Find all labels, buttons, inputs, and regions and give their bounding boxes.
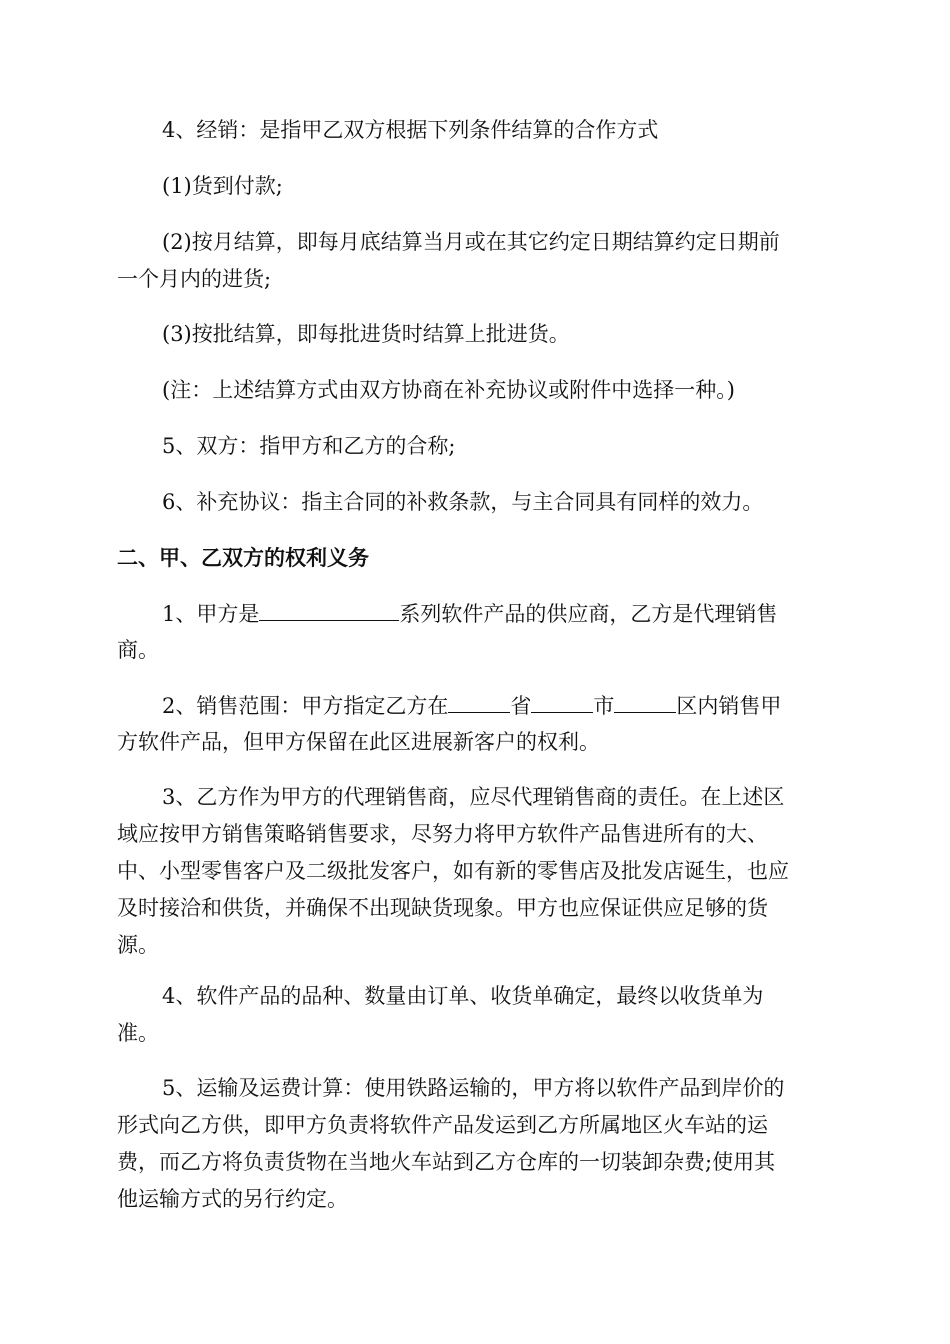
clause-3-line-1: 3、乙方作为甲方的代理销售商，应尽代理销售商的责任。在上述区 [162,785,785,809]
blank-district [614,692,676,713]
clause-2-line-1 [162,692,781,719]
clause-3-line-3: 中、小型零售客户及二级批发客户，如有新的零售店及批发店诞生，也应 [117,859,789,883]
definition-6: 6、补充协议：指主合同的补救条款，与主合同具有同样的效力。 [162,490,764,514]
clause-2-text-province: 省 [510,694,532,718]
clause-1-text-b: 系列软件产品的供应商，乙方是代理销售 [399,602,778,626]
clause-4-line-2: 准。 [117,1021,159,1045]
clause-5-line-1: 5、运输及运费计算：使用铁路运输的，甲方将以软件产品到岸价的 [162,1076,785,1100]
clause-5-line-4: 他运输方式的另行约定。 [117,1187,348,1211]
definition-5: 5、双方：指甲方和乙方的合称; [162,434,456,458]
blank-city [531,692,593,713]
clause-1-text-a: 1、甲方是 [162,602,260,626]
definition-4-option-2-line-1: (2)按月结算，即每月底结算当月或在其它约定日期结算约定日期前 [162,230,780,254]
clause-5-line-2: 形式向乙方供，即甲方负责将软件产品发运到乙方所属地区火车站的运 [117,1113,768,1137]
clause-5-line-3: 费，而乙方将负责货物在当地火车站到乙方仓库的一切装卸杂费;使用其 [117,1150,776,1174]
blank-product-series [259,600,399,621]
definition-4-note: (注：上述结算方式由双方协商在补充协议或附件中选择一种。) [162,378,735,402]
clause-1-line-1 [162,600,777,627]
definition-4-option-2-line-2: 一个月内的进货; [117,267,272,291]
definition-4-option-1: (1)货到付款; [162,174,283,198]
definition-4: 4、经销：是指甲乙双方根据下列条件结算的合作方式 [162,118,659,142]
clause-2-line-2: 方软件产品，但甲方保留在此区进展新客户的权利。 [117,730,600,754]
clause-3-line-4: 及时接洽和供货，并确保不出现缺货现象。甲方也应保证供应足够的货 [117,896,768,920]
clause-3-line-5: 源。 [117,933,159,957]
clause-2-text-b: 区内销售甲 [676,694,782,718]
section-2-title: 二、甲、乙双方的权利义务 [117,546,369,570]
blank-province [448,692,510,713]
definition-4-option-3: (3)按批结算，即每批进货时结算上批进货。 [162,322,570,346]
clause-3-line-2: 域应按甲方销售策略销售要求，尽努力将甲方软件产品售进所有的大、 [117,822,768,846]
clause-4-line-1: 4、软件产品的品种、数量由订单、收货单确定，最终以收货单为 [162,984,764,1008]
clause-2-text-a: 2、销售范围：甲方指定乙方在 [162,694,449,718]
clause-1-line-2: 商。 [117,638,159,662]
clause-2-text-city: 市 [593,694,615,718]
